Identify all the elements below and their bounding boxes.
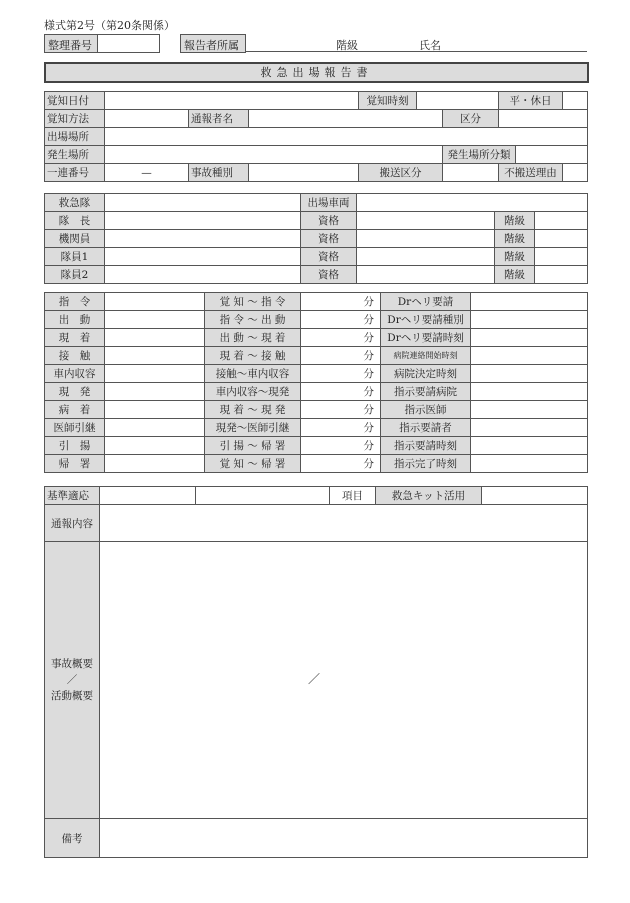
- fuhansou-riyuu-field[interactable]: [563, 164, 588, 182]
- crew-role-label: 隊員1: [45, 248, 105, 266]
- interval-label: 引 揚 ～ 帰 署: [205, 437, 301, 455]
- interval-label: 出 動 ～ 現 着: [205, 329, 301, 347]
- kaikyu-field[interactable]: [535, 212, 588, 230]
- kubun-field[interactable]: [499, 110, 588, 128]
- shikaku-field[interactable]: [357, 212, 495, 230]
- kit-field[interactable]: [482, 487, 588, 505]
- kaikyu-label: 階級: [495, 212, 535, 230]
- hassei-bunrui-field[interactable]: [516, 146, 588, 164]
- interval-label: 現 着 ～ 接 触: [205, 347, 301, 365]
- katsudou-gaiyou-label: 活動概要: [51, 690, 93, 702]
- time-row: [45, 347, 588, 365]
- shimei-header-label: 氏名: [419, 39, 441, 52]
- tsuuhou-naiyou-label: 通報内容: [45, 505, 100, 542]
- jiko-shubetsu-field[interactable]: [249, 164, 359, 182]
- time-event-field[interactable]: [105, 383, 205, 401]
- time-row: [45, 455, 588, 473]
- time-row: [45, 293, 588, 311]
- time-row: [45, 419, 588, 437]
- hassei-basho-field[interactable]: [105, 146, 443, 164]
- crew-role-label: 隊 長: [45, 212, 105, 230]
- shikaku-label: 資格: [301, 266, 357, 284]
- kakuchi-hizuke-field[interactable]: [105, 92, 359, 110]
- time-event-label: 接 触: [45, 347, 105, 365]
- fuhansou-riyuu-label: 不搬送理由: [499, 164, 563, 182]
- section-times: [44, 292, 588, 473]
- shutsujou-basho-field[interactable]: [105, 128, 588, 146]
- tsuuhousha-field[interactable]: [249, 110, 443, 128]
- kaikyu-label: 階級: [495, 248, 535, 266]
- kyukyutai-field[interactable]: [105, 194, 301, 212]
- kakuchi-hizuke-label: 覚知日付: [45, 92, 105, 110]
- kakuchi-jikoku-field[interactable]: [417, 92, 499, 110]
- interval-label: 覚 知 ～ 指 令: [205, 293, 301, 311]
- seiri-label: 整理番号: [48, 39, 92, 52]
- kyukyutai-label: 救急隊: [45, 194, 105, 212]
- time-event-field[interactable]: [105, 437, 205, 455]
- dr-heli-label: 指示医師: [381, 401, 471, 419]
- time-row: [45, 365, 588, 383]
- shikaku-field[interactable]: [357, 230, 495, 248]
- kubun-label: 区分: [443, 110, 499, 128]
- time-event-label: 引 揚: [45, 437, 105, 455]
- interval-label: 現発～医師引継: [205, 419, 301, 437]
- houkokusha-label-box: [180, 34, 246, 53]
- time-event-label: 指 令: [45, 293, 105, 311]
- kaikyu-field[interactable]: [535, 266, 588, 284]
- time-event-field[interactable]: [105, 293, 205, 311]
- houkokusha-label: 報告者所属: [184, 39, 239, 52]
- hei-kyujitsu-label: 平・休日: [499, 92, 563, 110]
- time-row: [45, 383, 588, 401]
- time-event-field[interactable]: [105, 455, 205, 473]
- dr-heli-field[interactable]: [471, 347, 588, 365]
- jiko-katsudou-field[interactable]: [100, 542, 588, 819]
- dr-heli-label: Drヘリ要請: [381, 293, 471, 311]
- interval-minutes-field[interactable]: 分: [301, 383, 381, 401]
- dr-heli-label: 病院連絡開始時刻: [381, 347, 471, 365]
- shikaku-field[interactable]: [357, 248, 495, 266]
- kaikyu-header-label: 階級: [336, 39, 358, 52]
- interval-minutes-field[interactable]: 分: [301, 293, 381, 311]
- interval-label: 指 令 ～ 出 動: [205, 311, 301, 329]
- hei-kyujitsu-field[interactable]: [563, 92, 588, 110]
- kakuchi-jikoku-label: 覚知時刻: [359, 92, 417, 110]
- dr-heli-label: Drヘリ要請時刻: [381, 329, 471, 347]
- bikou-field[interactable]: [100, 819, 588, 858]
- kijun-tekiou-field-2[interactable]: [196, 487, 330, 505]
- crew-role-label: 隊員2: [45, 266, 105, 284]
- crew-role-label: 機関員: [45, 230, 105, 248]
- section-details: [44, 486, 588, 858]
- dr-heli-field[interactable]: [471, 365, 588, 383]
- time-row: [45, 311, 588, 329]
- kaikyu-label: 階級: [495, 266, 535, 284]
- time-event-label: 医師引継: [45, 419, 105, 437]
- center-slash: ／: [308, 672, 321, 686]
- interval-minutes-field[interactable]: 分: [301, 365, 381, 383]
- jiko-gaiyou-label: 事故概要: [51, 658, 93, 670]
- crew-name-field[interactable]: [105, 230, 301, 248]
- time-event-field[interactable]: [105, 419, 205, 437]
- kijun-tekiou-field-1[interactable]: [100, 487, 196, 505]
- time-event-field[interactable]: [105, 329, 205, 347]
- kijun-tekiou-label: 基準適応: [45, 487, 100, 505]
- dr-heli-field[interactable]: [471, 437, 588, 455]
- interval-minutes-field[interactable]: 分: [301, 401, 381, 419]
- interval-minutes-field[interactable]: 分: [301, 347, 381, 365]
- kaikyu-label: 階級: [495, 230, 535, 248]
- koumoku-label: 項目: [330, 487, 376, 505]
- time-row: [45, 401, 588, 419]
- dr-heli-field[interactable]: [471, 293, 588, 311]
- dr-heli-label: Drヘリ要請種別: [381, 311, 471, 329]
- crew-name-field[interactable]: [105, 212, 301, 230]
- dr-heli-field[interactable]: [471, 383, 588, 401]
- hansou-kubun-label: 搬送区分: [359, 164, 443, 182]
- ichiren-bangou-field[interactable]: —: [105, 164, 189, 182]
- crew-name-field[interactable]: [105, 266, 301, 284]
- time-event-field[interactable]: [105, 401, 205, 419]
- time-event-label: 出 動: [45, 311, 105, 329]
- jiko-katsudou-label: [45, 542, 100, 819]
- tsuuhousha-label: 通報者名: [189, 110, 249, 128]
- interval-minutes-field[interactable]: 分: [301, 437, 381, 455]
- time-event-field[interactable]: [105, 311, 205, 329]
- label-slash: ／: [66, 674, 78, 686]
- kakuchi-houhou-label: 覚知方法: [45, 110, 105, 128]
- time-event-field[interactable]: [105, 347, 205, 365]
- shikaku-field[interactable]: [357, 266, 495, 284]
- time-event-label: 現 着: [45, 329, 105, 347]
- shikaku-label: 資格: [301, 212, 357, 230]
- shutsujou-basho-label: 出場場所: [45, 128, 105, 146]
- dr-heli-field[interactable]: [471, 329, 588, 347]
- dr-heli-field[interactable]: [471, 401, 588, 419]
- hansou-kubun-field[interactable]: [443, 164, 499, 182]
- tsuuhou-naiyou-field[interactable]: [100, 505, 588, 542]
- shikaku-label: 資格: [301, 230, 357, 248]
- header-row: [44, 34, 587, 54]
- interval-label: 接触～車内収容: [205, 365, 301, 383]
- crew-name-field[interactable]: [105, 248, 301, 266]
- time-event-label: 病 着: [45, 401, 105, 419]
- dr-heli-field[interactable]: [471, 455, 588, 473]
- interval-minutes-field[interactable]: 分: [301, 455, 381, 473]
- dr-heli-field[interactable]: [471, 419, 588, 437]
- shikaku-label: 資格: [301, 248, 357, 266]
- form-caption: 様式第2号（第20条関係）: [44, 19, 175, 32]
- dr-heli-label: 指示要請病院: [381, 383, 471, 401]
- interval-label: 車内収容～現発: [205, 383, 301, 401]
- interval-minutes-field[interactable]: 分: [301, 311, 381, 329]
- dr-heli-label: 指示要請者: [381, 419, 471, 437]
- time-event-label: 帰 署: [45, 455, 105, 473]
- hassei-basho-label: 発生場所: [45, 146, 105, 164]
- dr-heli-label: 指示要請時刻: [381, 437, 471, 455]
- interval-minutes-field[interactable]: 分: [301, 419, 381, 437]
- hassei-bunrui-label: 発生場所分類: [443, 146, 516, 164]
- kaikyu-field[interactable]: [535, 230, 588, 248]
- interval-minutes-field[interactable]: 分: [301, 329, 381, 347]
- interval-label: 覚 知 ～ 帰 署: [205, 455, 301, 473]
- kit-label: 救急キット活用: [376, 487, 482, 505]
- kakuchi-houhou-field[interactable]: [105, 110, 189, 128]
- dr-heli-label: 病院決定時刻: [381, 365, 471, 383]
- jiko-shubetsu-label: 事故種別: [189, 164, 249, 182]
- dr-heli-field[interactable]: [471, 311, 588, 329]
- section-crew: [44, 193, 588, 284]
- header-underline: [245, 51, 587, 52]
- seiri-label-box: [44, 34, 98, 53]
- time-event-label: 現 発: [45, 383, 105, 401]
- form-title: 救急出場報告書: [44, 62, 589, 83]
- interval-label: 現 着 ～ 現 発: [205, 401, 301, 419]
- ichiren-bangou-label: 一連番号: [45, 164, 105, 182]
- section-basic-info: [44, 91, 588, 182]
- time-row: [45, 437, 588, 455]
- time-row: [45, 329, 588, 347]
- kaikyu-field[interactable]: [535, 248, 588, 266]
- time-event-label: 車内収容: [45, 365, 105, 383]
- shutsujou-sharyou-label: 出場車両: [301, 194, 357, 212]
- seiri-number-field[interactable]: [97, 34, 160, 53]
- shutsujou-sharyou-field[interactable]: [357, 194, 588, 212]
- bikou-label: 備考: [45, 819, 100, 858]
- time-event-field[interactable]: [105, 365, 205, 383]
- dr-heli-label: 指示完了時刻: [381, 455, 471, 473]
